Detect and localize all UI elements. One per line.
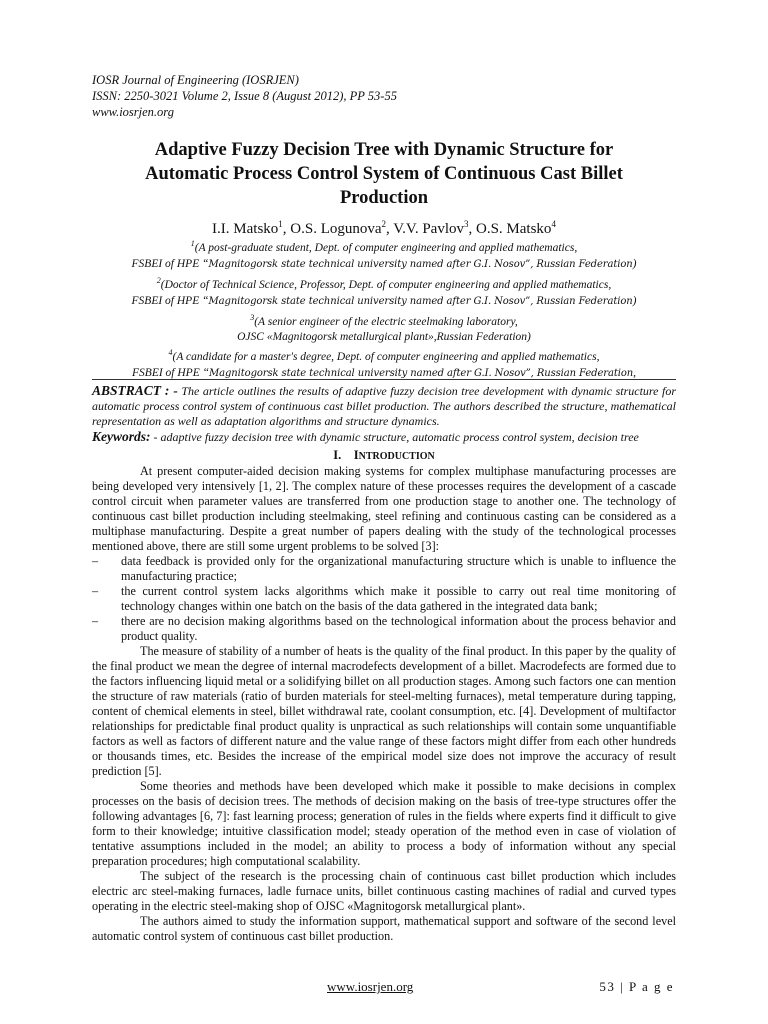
footer-website-link[interactable]: www.iosrjen.org bbox=[327, 979, 414, 994]
affiliation-1-line-2 bbox=[92, 256, 676, 273]
paragraph-3: Some theories and methods have been developed which make it possible to make decisions in complex processes on the basis of decision trees. The methods of decision making on the basis of tree-type structures offer the following advantages [6, 7]: fast learning process; generation of rules in the fields where experts find it difficult to give form to their knowledge; intuitive classification model; steady operation of the method even in case of violation of tentative assumptions included in the model; an ability to process a body of information without any special preparation procedures; high computational scalability. bbox=[92, 779, 676, 868]
affiliation-3-line-2: OJSC «Magnitogorsk metallurgical plant»,Russian Federation) bbox=[237, 331, 531, 344]
affiliation-2-sup: 2 bbox=[156, 275, 161, 285]
body-text bbox=[92, 464, 676, 944]
paragraph-2: The measure of stability of a number of heats is the quality of the final product. In this paper by the quality of the final product we mean the degree of internal macrodefects development of a billet. Macrodefects are formed due to the factors influencing liquid metal or a solidifying billet on all production stages. Among such factors one can mention the structure of raw materials (ratio of burden materials for steel-melting furnaces), metal temperature during tapping, content of chemical elements in steel, billet withdrawal rate, coolant consumption, etc. [4]. Development of multifactor relationships for predictable final product quality is unpractical as such relationships will contain some unquantifiable factors as well as factors of different nature and the value range of these factors might differ from each other hundreds or thousands times, etc. Besides the increase of the empirical model size does not improve the accuracy of result prediction [5]. bbox=[92, 644, 676, 778]
author-3-sup: 3 bbox=[464, 219, 469, 229]
affiliation-3-sup: 3 bbox=[250, 312, 255, 322]
dash-bullet: – bbox=[92, 554, 99, 568]
affiliation-4-suffix: , bbox=[633, 367, 636, 380]
affiliation-1-institution: Magnitogorsk state technical university named after G.I. Nosov”, Russian Federation bbox=[208, 258, 633, 270]
affiliation-2-line-1 bbox=[92, 273, 676, 293]
journal-issn: ISSN: 2250-3021 Volume 2, Issue 8 (August 2012), PP 53-55 bbox=[92, 89, 397, 103]
affiliation-4-sup: 4 bbox=[168, 348, 173, 358]
abstract-label: ABSTRACT : - bbox=[92, 383, 178, 398]
affiliation-4-line-1 bbox=[92, 345, 676, 365]
dash-bullet: – bbox=[92, 614, 99, 628]
paragraph-1: At present computer-aided decision making systems for complex multiphase manufacturing processes are being developed very intensively [1, 2]. The complex nature of these processes requires the development of a cascade control circuit when parameter values are transferred from one production stage to another one. The technology of continuous cast billet production including steelmaking, steel refining and continuous casting can be considered as a multiphase manufacturing. Despite a great number of papers dealing with the study of the technological processes mentioned above, there are still some urgent problems to be solved [3]: bbox=[92, 464, 676, 553]
author-3: V.V. Pavlov bbox=[393, 221, 464, 237]
list-item bbox=[92, 614, 676, 644]
keywords bbox=[92, 429, 676, 445]
affiliation-2-institution: Magnitogorsk state technical university named after G.I. Nosov”, Russian Federation bbox=[208, 295, 633, 307]
problem-list bbox=[92, 554, 676, 644]
author-4: O.S. Matsko bbox=[476, 221, 552, 237]
list-item-text: there are no decision making algorithms based on the technological information about the process behavior and product quality. bbox=[121, 614, 676, 643]
section-heading-introduction bbox=[92, 448, 676, 463]
section-title-initial: I bbox=[353, 448, 359, 462]
section-title-rest: NTRODUCTION bbox=[358, 451, 435, 462]
affiliation-3-text: (A senior engineer of the electric steelmaking laboratory, bbox=[254, 315, 518, 328]
title-line-3: Production bbox=[339, 188, 429, 208]
affiliation-1-suffix: ) bbox=[632, 257, 637, 270]
list-item-text: data feedback is provided only for the organizational manufacturing structure which is unable to influence the manufacturing practice; bbox=[121, 554, 676, 583]
list-item bbox=[92, 554, 676, 584]
affiliation-4-institution: Magnitogorsk state technical university named after G.I. Nosov”, Russian Federation bbox=[209, 368, 634, 380]
affiliation-1-text: (A post-graduate student, Dept. of computer engineering and applied mathematics, bbox=[194, 241, 578, 254]
list-item-text: the current control system lacks algorithms which make it possible to carry out real time monitoring of technology changes within one batch on the basis of the data gathered in the integrated data bank; bbox=[121, 584, 676, 613]
abstract-block bbox=[92, 379, 676, 445]
title-line-1: Adaptive Fuzzy Decision Tree with Dynamic Structure for bbox=[154, 140, 614, 160]
author-2: O.S. Logunova bbox=[290, 221, 382, 237]
affiliation-1-prefix: FSBEI of HPE “ bbox=[131, 257, 209, 270]
author-1-sup: 1 bbox=[278, 219, 283, 229]
affiliation-2-suffix: ) bbox=[632, 294, 637, 307]
page-number: 53 | P a g e bbox=[599, 979, 674, 994]
dash-bullet: – bbox=[92, 584, 99, 598]
author-list: I.I. Matsko$^1$, O.S. Logunova$^2$, V.V. Pavlov$^3$, O.S. Matsko$^4$ bbox=[212, 219, 556, 237]
author-1: I.I. Matsko bbox=[212, 221, 279, 237]
abstract bbox=[92, 383, 676, 429]
journal-name: IOSR Journal of Engineering (IOSRJEN) bbox=[92, 73, 299, 87]
list-item bbox=[92, 584, 676, 614]
affiliation-1-sup: 1 bbox=[190, 239, 195, 248]
journal-header bbox=[92, 72, 397, 120]
keywords-text: - adaptive fuzzy decision tree with dynamic structure, automatic process control system, decision tree bbox=[150, 430, 639, 444]
section-number: I. bbox=[333, 448, 342, 462]
affiliation-4-prefix: FSBEI of HPE “ bbox=[132, 367, 209, 380]
paper-title bbox=[92, 138, 676, 210]
affiliation-2-text: (Doctor of Technical Science, Professor, Dept. of computer engineering and applied mathematics, bbox=[160, 278, 612, 291]
paragraph-5: The authors aimed to study the information support, mathematical support and software of the second level automatic control system of continuous cast billet production. bbox=[92, 914, 676, 943]
abstract-text: The article outlines the results of adaptive fuzzy decision tree development with dynamic structure for automatic process control system of continuous cast billet production. The authors described the structure, mathematical representation as well as adaptation algorithms and structure dynamics. bbox=[92, 384, 677, 428]
title-line-2: Automatic Process Control System of Continuous Cast Billet bbox=[145, 164, 623, 184]
author-4-sup: 4 bbox=[551, 219, 556, 229]
author-2-sup: 2 bbox=[381, 219, 387, 229]
paragraph-4: The subject of the research is the processing chain of continuous cast billet production which includes electric arc steel-making furnaces, ladle furnace units, billet continuous casting machines of radial and curved types operating in the electric steel-making shop of OJSC «Magnitogorsk metallurgical plant». bbox=[92, 869, 676, 913]
journal-website: www.iosrjen.org bbox=[92, 105, 174, 119]
affiliation-3-line-1 bbox=[92, 310, 676, 330]
affiliation-4-text: (A candidate for a master's degree, Dept. of computer engineering and applied mathematics, bbox=[172, 351, 600, 364]
affiliation-2-prefix: FSBEI of HPE “ bbox=[131, 294, 209, 307]
affiliations bbox=[92, 236, 676, 382]
keywords-label: Keywords: bbox=[92, 429, 151, 444]
affiliation-1-line-1 bbox=[92, 236, 676, 256]
affiliation-2-line-2 bbox=[92, 293, 676, 310]
